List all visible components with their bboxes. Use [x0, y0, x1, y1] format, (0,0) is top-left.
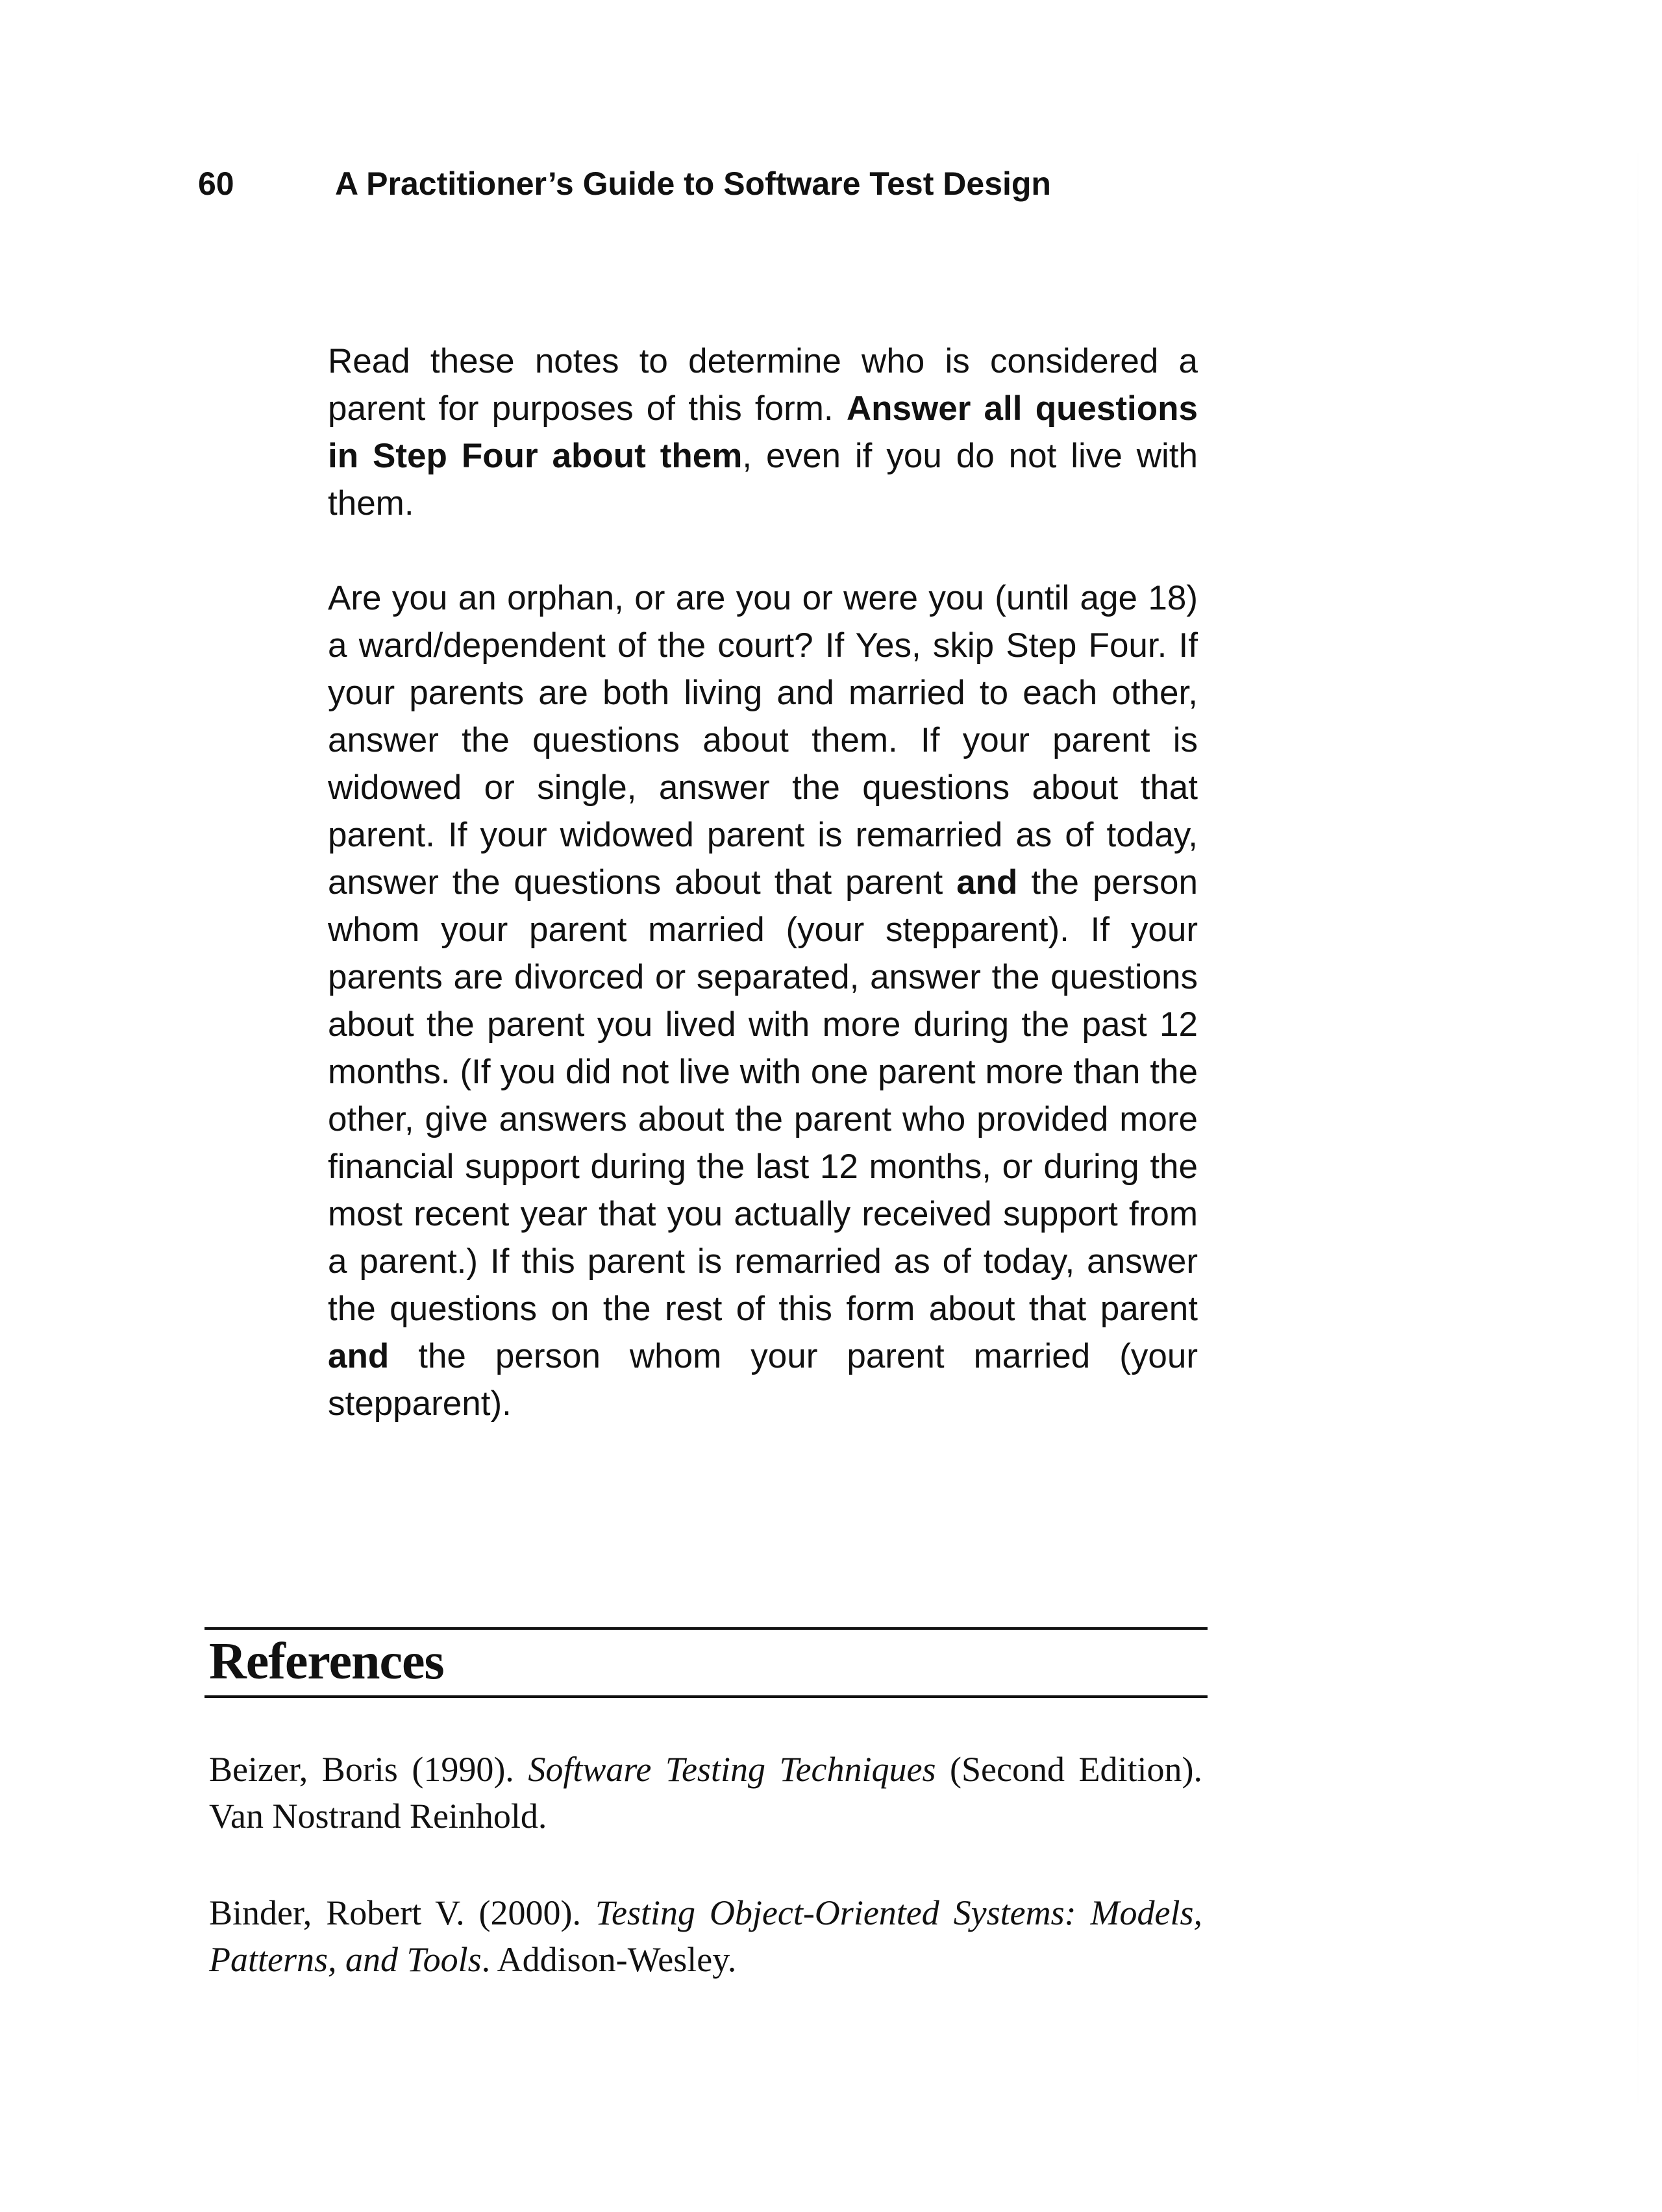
instruction-paragraph — [328, 338, 1198, 527]
references-list — [209, 1746, 1202, 1983]
references-bottom-rule — [205, 1695, 1208, 1698]
reference-author-year: Binder, Robert V. (2000). — [209, 1893, 595, 1932]
book-title: A Practitioner’s Guide to Software Test Design — [335, 166, 1051, 202]
instruction-paragraph — [328, 574, 1198, 1427]
instruction-text: Read these notes to determine who is considered a parent for purposes of this form. — [328, 342, 1198, 428]
reference-publisher: . Addison-Wesley. — [481, 1940, 737, 1979]
reference-entry — [209, 1746, 1202, 1839]
instruction-emphasis: and — [328, 1337, 390, 1375]
page-number: 60 — [198, 166, 234, 202]
running-header — [198, 161, 1211, 206]
instruction-text: , even if you do not live with them. — [328, 437, 1198, 522]
instruction-text: the person whom your parent married (your stepparent). — [328, 1337, 1198, 1423]
reference-entry — [209, 1889, 1202, 1983]
reference-title: Testing Object-Oriented Systems: Models, Patterns, and Tools — [209, 1893, 1202, 1979]
reference-author-year: Beizer, Boris (1990). — [209, 1750, 528, 1789]
reference-title: Software Testing Techniques — [528, 1750, 936, 1789]
reference-publisher: (Second Edition). Van Nostrand Reinhold. — [209, 1750, 1202, 1836]
references-heading: References — [209, 1633, 444, 1690]
instruction-emphasis: and — [956, 863, 1018, 902]
instruction-emphasis: Answer all questions in Step Four about them — [328, 389, 1198, 475]
instruction-block — [328, 338, 1198, 1427]
instruction-text: Are you an orphan, or are you or were you (until age 18) a ward/dependent of the court? If Yes, skip Step Four. If your parents are both living and married to each other, answer the questions about them. If your parent is widowed or single, answer the questions about that parent. If your widowed parent is remarried as of today, answer the questions about that parent — [328, 579, 1198, 902]
scan-edge-artifact — [1637, 136, 1639, 2122]
instruction-text: the person whom your parent married (your stepparent). If your parents are divorced or separated, answer the questions about the parent you lived with more during the past 12 months. (If you did not live with one parent more than the other, give answers about the parent who provided more financial support during the last 12 months, or during the most recent year that you actually received support from a parent.) If this parent is remarried as of today, answer the questions on the rest of this form about that parent — [328, 863, 1198, 1328]
